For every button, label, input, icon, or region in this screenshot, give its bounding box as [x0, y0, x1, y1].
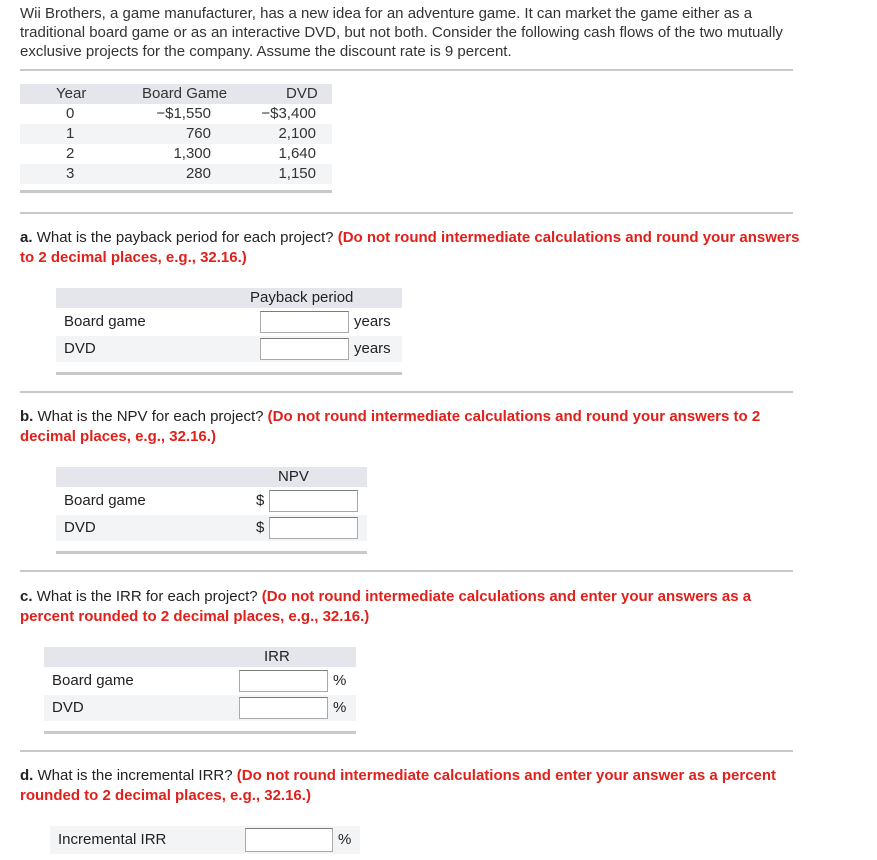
table-row [20, 164, 332, 184]
board-cell: 760 [185, 125, 211, 142]
npv-header-bar [56, 467, 367, 487]
irr-dvd-label: DVD [52, 699, 84, 716]
question-b [20, 407, 800, 447]
section-divider [20, 391, 793, 393]
question-c [20, 587, 800, 627]
col-year-header: Year [56, 85, 87, 102]
question-c-instruction: (Do not round intermediate calculations and enter your answers as a percent rounded to 2 decimal places, e.g., 32.16.) [20, 588, 752, 625]
payback-dvd-unit: years [354, 340, 391, 357]
irr-dvd-unit: % [333, 699, 347, 716]
year-cell: 0 [66, 105, 75, 122]
payback-answer-box [56, 288, 402, 378]
irr-board-label: Board game [52, 672, 134, 689]
payback-dvd-input[interactable] [260, 338, 349, 360]
question-a [20, 228, 800, 268]
intro-divider [20, 69, 793, 71]
board-cell: 1,300 [173, 145, 211, 162]
incremental-irr-unit: % [338, 831, 352, 848]
payback-board-label: Board game [64, 313, 146, 330]
question-b-instruction: (Do not round intermediate calculations and round your answers to 2 decimal places, e.g., 32.16.) [20, 408, 761, 445]
section-divider [20, 212, 793, 214]
board-cell: 280 [185, 165, 211, 182]
irr-header-bar [44, 647, 356, 667]
npv-board-label: Board game [64, 492, 146, 509]
question-d-instruction: (Do not round intermediate calculations and enter your answer as a percent rounded to 2 decimal places, e.g., 32.16.) [20, 767, 777, 804]
irr-answer-box [44, 647, 356, 737]
question-a-label: a. [20, 229, 33, 246]
year-cell: 2 [66, 145, 75, 162]
incremental-irr-label: Incremental IRR [58, 831, 167, 848]
npv-board-input[interactable] [269, 490, 358, 512]
question-c-text: What is the IRR for each project? [36, 588, 258, 605]
year-cell: 3 [66, 165, 75, 182]
question-a-instruction: (Do not round intermediate calculations and round your answers to 2 decimal places, e.g., 32.16.) [20, 229, 800, 266]
npv-header: NPV [278, 468, 309, 485]
table-bottom-rule [20, 190, 332, 193]
cash-flow-header [20, 84, 332, 104]
npv-answer-box [56, 467, 367, 557]
irr-dvd-input[interactable] [239, 697, 328, 719]
table-row [20, 144, 332, 164]
npv-dvd-label: DVD [64, 519, 96, 536]
problem-intro: Wii Brothers, a game manufacturer, has a new idea for an adventure game. It can market the game either as a traditional board game or as an interactive DVD, but not both. Consider the following cash flows of the two mutually exclusive projects for the company. Assume the discount rate is 9 percent. [20, 5, 783, 60]
incremental-irr-box [50, 826, 360, 856]
npv-board-dollar: $ [256, 492, 265, 509]
col-dvd-header: DVD [286, 85, 318, 102]
irr-board-unit: % [333, 672, 347, 689]
irr-bottom-rule [44, 731, 356, 734]
year-cell: 1 [66, 125, 75, 142]
dvd-cell: 1,640 [278, 145, 316, 162]
payback-bottom-rule [56, 372, 402, 375]
section-divider [20, 570, 793, 572]
board-cell: −$1,550 [156, 105, 211, 122]
question-b-text: What is the NPV for each project? [37, 408, 264, 425]
table-row [20, 124, 332, 144]
question-d [20, 766, 800, 806]
payback-row-dvd [56, 336, 402, 362]
question-b-label: b. [20, 408, 34, 425]
dvd-cell: −$3,400 [261, 105, 316, 122]
question-d-label: d. [20, 767, 34, 784]
section-divider [20, 750, 793, 752]
irr-header: IRR [264, 648, 290, 665]
col-board-header: Board Game [142, 85, 228, 102]
cash-flow-table [20, 84, 332, 184]
question-a-text: What is the payback period for each project? [36, 229, 334, 246]
question-c-label: c. [20, 588, 33, 605]
payback-board-input[interactable] [260, 311, 349, 333]
dvd-cell: 1,150 [278, 165, 316, 182]
payback-dvd-label: DVD [64, 340, 96, 357]
payback-header: Payback period [250, 289, 354, 306]
payback-board-unit: years [354, 313, 391, 330]
question-d-text: What is the incremental IRR? [37, 767, 233, 784]
table-row [20, 104, 332, 124]
incremental-irr-input[interactable] [245, 828, 333, 852]
npv-dvd-dollar: $ [256, 519, 265, 536]
npv-dvd-input[interactable] [269, 517, 358, 539]
irr-board-input[interactable] [239, 670, 328, 692]
dvd-cell: 2,100 [278, 125, 316, 142]
npv-bottom-rule [56, 551, 367, 554]
